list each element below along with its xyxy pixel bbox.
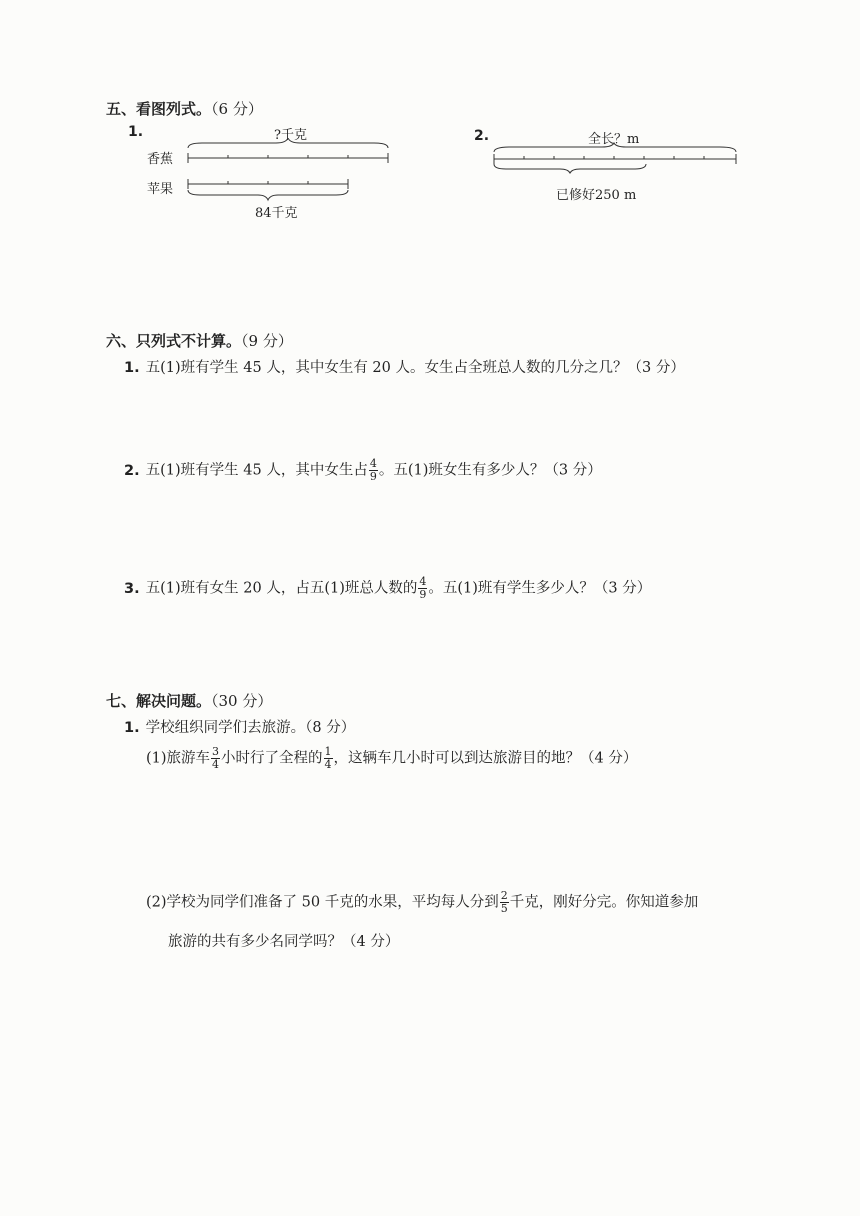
s6-question-1: 1. 五(1)班有学生 45 人，其中女生有 20 人。女生占全班总人数的几分之几？（3 分） bbox=[124, 360, 685, 376]
section5-title: 五、看图列式。（6 分） bbox=[106, 100, 263, 118]
s5-q1-top-label: ?千克 bbox=[274, 128, 307, 143]
s5-q1-line-diagram bbox=[182, 138, 402, 208]
s6-question-3: 3. 五(1)班有女生 20 人，占五(1)班总人数的 $\frac{4}{9}$ 。五(1)班有学生多少人？（3 分） bbox=[124, 575, 652, 601]
fraction: $\frac{2}{5}$ bbox=[500, 889, 508, 915]
s7-question-1-sub-2-line-2: 旅游的共有多少名同学吗？（4 分） bbox=[168, 934, 400, 950]
s5-q1-bottom-label: 84千克 bbox=[255, 206, 298, 221]
s5-q1-number: 1. bbox=[128, 124, 144, 140]
s7-question-1-sub-2: (2)学校为同学们准备了 50 千克的水果，平均每人分到 $\frac{2}{5}$ 千克，刚好分完。你知道参加 bbox=[146, 889, 699, 915]
s7-question-1: 1. 学校组织同学们去旅游。（8 分） bbox=[124, 720, 356, 736]
section7-title: 七、解决问题。（30 分） bbox=[106, 692, 273, 710]
s5-q2-top-label: 全长？m bbox=[588, 132, 640, 147]
s5-q2-bottom-label: 已修好250 m bbox=[556, 188, 637, 203]
fraction: $\frac{3}{4}$ bbox=[212, 745, 220, 771]
s5-q2-number: 2. bbox=[474, 128, 490, 144]
section6-title: 六、只列式不计算。（9 分） bbox=[106, 332, 293, 350]
s5-q1-banana-label: 香蕉 bbox=[147, 152, 174, 167]
s6-question-2: 2. 五(1)班有学生 45 人，其中女生占 $\frac{4}{9}$ 。五(1)班女生有多少人？（3 分） bbox=[124, 457, 602, 483]
s7-question-1-sub-1: (1)旅游车 $\frac{3}{4}$ 小时行了全程的 $\frac{1}{4}$ ，这辆车几小时可以到达旅游目的地？（4 分） bbox=[146, 745, 638, 771]
s5-q1-apple-label: 苹果 bbox=[147, 182, 174, 197]
fraction: $\frac{1}{4}$ bbox=[324, 745, 332, 771]
s5-q2-line-diagram bbox=[490, 142, 750, 192]
fraction: $\frac{4}{9}$ bbox=[419, 575, 427, 601]
fraction: $\frac{4}{9}$ bbox=[369, 457, 377, 483]
